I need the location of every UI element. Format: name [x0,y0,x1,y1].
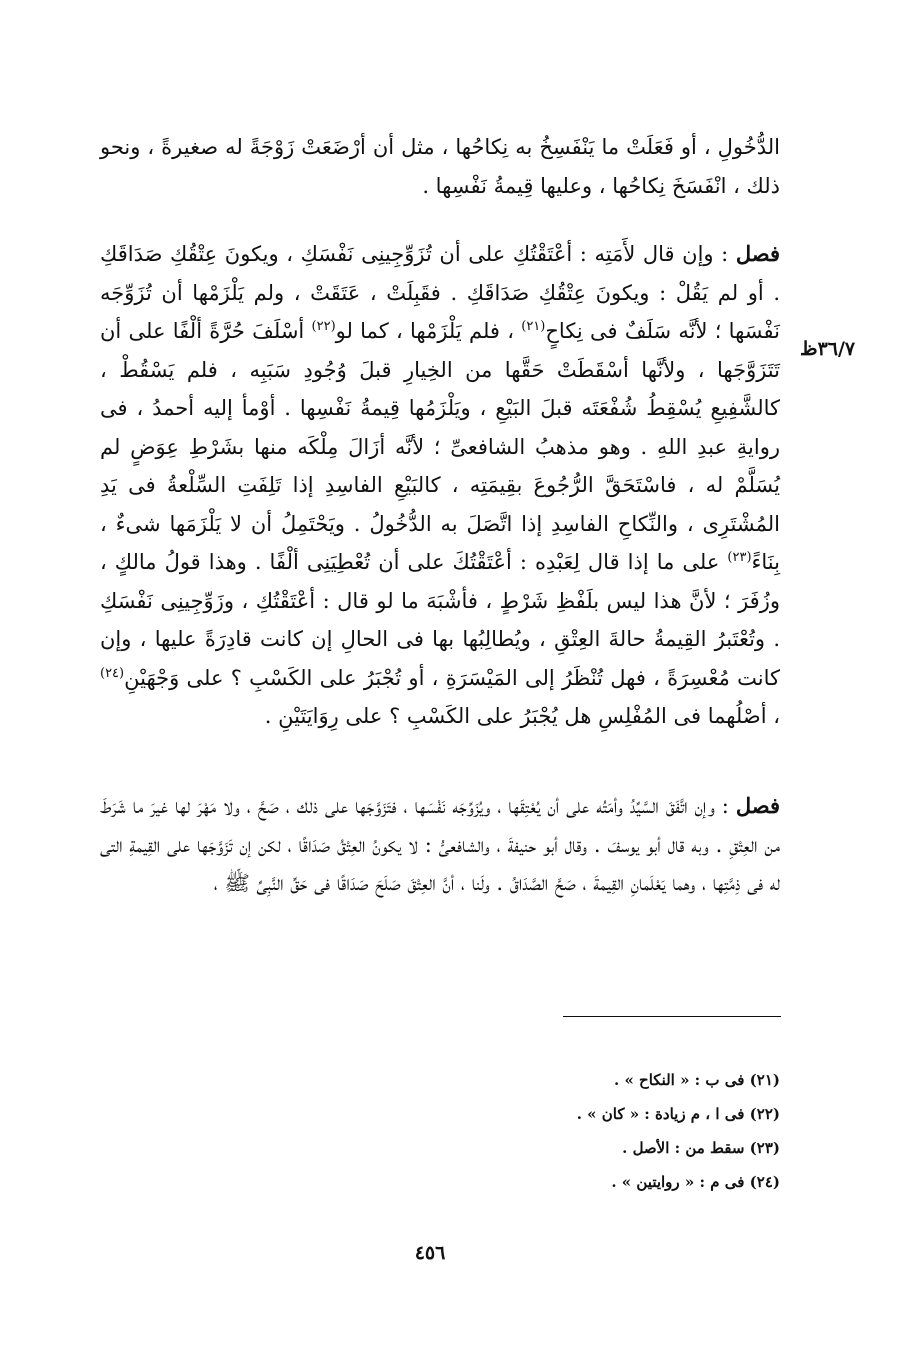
footnotes-list [380,1063,780,1199]
paragraph-2-text-b: ، فلم يَلْزَمْها ، كما لو [335,319,514,343]
paragraph-1-text: الدُّخُولِ ، أو فَعَلَتْ ما يَنْفَسِخُ به نِكاحُها ، مثل أن أرْضَعَتْ زَوْجَةً له صغيرةً ، ونحو ذلك ، انْفَسَخَ نِكاحُها ، وعليها قِيمةُ نَفْسِها . [100,135,780,198]
paragraph-3 [100,787,780,903]
footnote-22: (٢٢) فى ا ، م زيادة : « كان » . [576,1105,780,1123]
footnote-ref-23[interactable]: (٢٣) [727,550,752,565]
footnote-divider [563,1016,781,1017]
footnote-21: (٢١) فى ب : « النكاح » . [614,1071,780,1089]
footnote-24: (٢٤) فى م : « روايتين » . [611,1173,780,1191]
page-number: ٤٥٦ [414,1242,446,1264]
paragraph-2 [100,235,780,736]
section-keyword: فصل [735,241,780,266]
paragraph-2-text-e: ، أصْلُهما فى المُفْلِسِ هل يُجْبَرُ على الكَسْبِ ؟ على رِوَايَتَيْنِ . [264,704,780,728]
footnote-ref-21[interactable]: (٢١) [521,319,546,334]
paragraph-2-text-d: على ما إذا قال لِعَبْدِه : أعْتَقْتُكَ على أن تُعْطِيَنِى ألْفًا . وهذا قولُ مالكٍ ، وزُفَرَ ؛ لأنَّ هذا ليس بلَفْظِ شَرْطٍ ، فأشْبَهَ ما لو قال : أعْتَقْتُكِ ، وزَوِّجِينِى نَفْسَكِ . وتُعْتَبرُ القِيمةُ حالةَ العِتْقِ ، ويُطالِبُها بها فى الحالِ إن كانت قادِرَةً عليها ، وإن كانت مُعْسِرَةً ، فهل تُنْظَرُ إلى المَيْسَرَةِ ، أو تُجْبَرُ على الكَسْبِ ؟ على وَجْهَيْنِ [100,550,780,690]
paragraph-1 [100,128,780,205]
section-keyword: فصل [735,793,780,818]
footnote-23: (٢٣) سقط من : الأصل . [622,1139,780,1157]
margin-folio-note: ٣٦/٧ظ [800,338,856,360]
paragraph-2-text-a: : وإن قال لأَمَتِه : أعْتَقْتُكِ على أن تُزَوِّجِينِى نَفْسَكِ ، ويكونَ عِتْقُكِ صَدَاقَكِ . أو لم يَقُلْ : ويكونَ عِتْقُكِ صَدَاقَكِ . فقَبِلَتْ ، عَتَقَتْ ، ولم يَلْزَمْها أن تُزَوِّجَه نَفْسَها ؛ لأنَّه سَلَفٌ فى نِكاحٍ [100,242,780,343]
footnote-ref-22[interactable]: (٢٢) [311,319,336,334]
paragraph-3-text: : وإن اتَّفَقَ السَّيِّدُ وأمَتُه على أن يُعْتِقَها ، ويُزَوِّجَه نَفْسَها ، فتَزَوَّجَها على ذلك ، صَحَّ ، ولا مَهْرَ لها غيرَ ما شَرَطَ من العِتْقِ . وبه قال أبو يوسفَ . وقال أبو حنيفةَ ، والشافعىُّ : لا يكونُ العِتْقُ صَدَاقًا ، لكن إن تَزَوَّجَها على القِيمةِ التى له فى ذِمَّتِها ، وهما يَعْلَمانِ القِيمةَ ، صَحَّ الصَّدَاقُ . ولَنا ، أنَّ العِتْقَ صَلَحَ صَدَاقًا فى حَقِّ النَّبِىِّ ﷺ ، [100,794,780,895]
paragraph-2-text-c: أسْلَفَ حُرَّةً ألْفًا على أن تَتَزَوَّجَها ، ولأنَّها أسْقَطَتْ حَقَّها من الخِيارِ قبلَ وُجُودِ سَبَبِه ، فلم يَسْقُطْ ، كالشَّفِيعِ يُسْقِطُ شُفْعَتَه قبلَ البَيْعِ ، ويَلْزَمُها قِيمةُ نَفْسِها . أوْمأ إليه أحمدُ ، فى روايةِ عبدِ اللهِ . وهو مذهبُ الشافعىِّ ؛ لأنَّه أزَالَ مِلْكَه منها بشَرْطِ عِوَضٍ لم يُسَلَّمْ له ، فاسْتَحَقَّ الرُّجُوعَ بقِيمَتِه ، كالبَيْعِ الفاسِدِ إذا تَلِفَتِ السِّلْعةُ فى يَدِ المُشْتَرِى ، والنِّكاحِ الفاسِدِ إذا اتَّصَلَ به الدُّخُولُ . ويَحْتَمِلُ أن لا يَلْزَمَها شىءٌ ، بِنَاءً [100,319,780,574]
footnote-ref-24[interactable]: (٢٤) [100,665,125,681]
